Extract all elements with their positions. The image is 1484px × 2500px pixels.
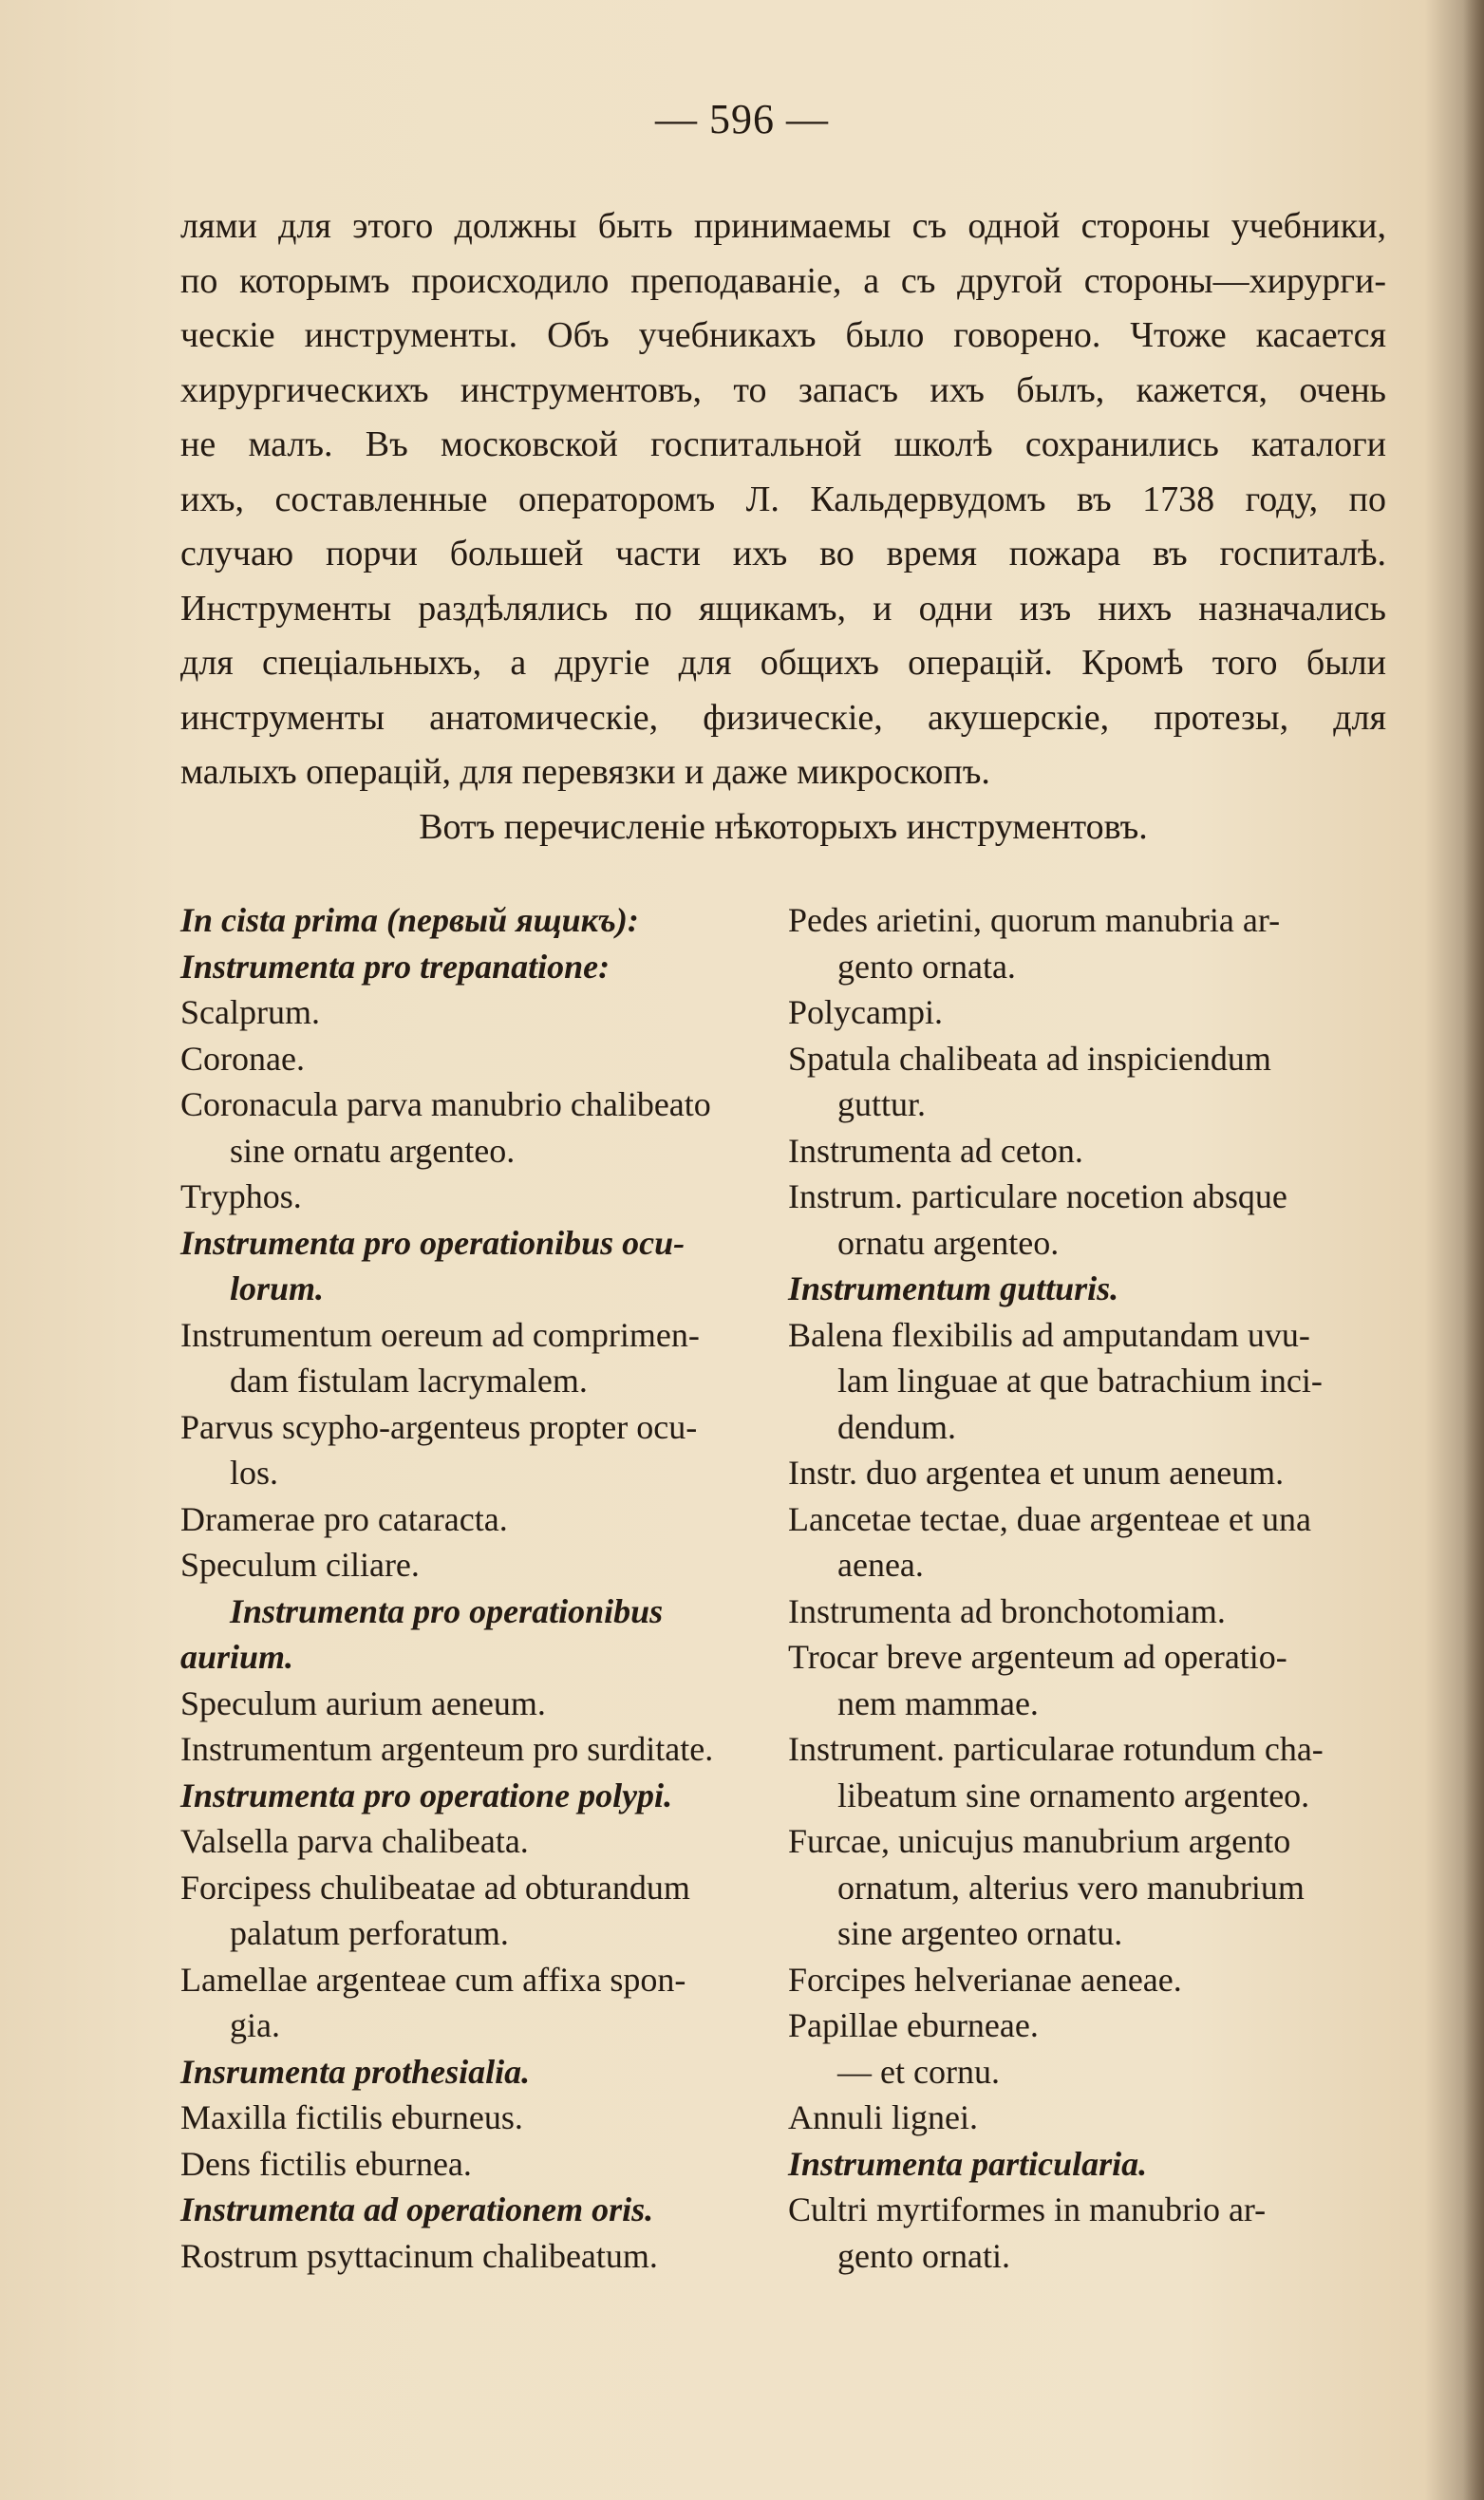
text-line: ческiе инструменты. Объ учебникахъ было говорено. Чтоже касается: [180, 315, 1386, 355]
text-line: хирургическихъ инструментовъ, то запасъ ихъ былъ, кажется, очень: [180, 369, 1386, 410]
list-entry: Cultri myrtiformes in manubrio ar-: [788, 2190, 1267, 2228]
list-entry: Instrumenta pro operatione polypi.: [180, 1776, 673, 1814]
list-entry: Instrumentum gutturis.: [788, 1269, 1119, 1307]
text-line: не малъ. Въ московской госпитальной школѣ сохранились каталоги: [180, 424, 1386, 464]
list-entry: Instrumenta pro operationibus ocu-: [180, 1223, 686, 1262]
list-entry: los.: [230, 1454, 279, 1492]
list-entry: Dens fictilis eburnea.: [180, 2144, 472, 2183]
text-line: инструменты анатомическiе, физическiе, акушерскiе, протезы, для: [180, 697, 1386, 738]
list-entry: Coronae.: [180, 1039, 305, 1078]
instrument-list-left: [180, 897, 788, 2279]
list-entry: Instrum. particulare nocetion absque: [788, 1177, 1287, 1215]
list-entry: sine argenteo ornatu.: [837, 1914, 1123, 1952]
list-entry: Instrumentum argenteum pro surditate.: [180, 1730, 714, 1768]
list-entry: Spatula chalibeata ad inspiciendum: [788, 1039, 1271, 1078]
text-line: Инструменты раздѣлялись по ящикамъ, и одни изъ нихъ назначались: [180, 588, 1386, 629]
list-entry: Instrumenta ad operationem oris.: [180, 2190, 654, 2228]
text-line: малыхъ операцiй, для перевязки и даже микроскопъ.: [180, 752, 990, 792]
list-entry: gento ornati.: [837, 2236, 1010, 2275]
list-entry: aurium.: [180, 1638, 294, 1676]
list-entry: gia.: [230, 2006, 280, 2044]
list-entry: palatum perforatum.: [230, 1914, 509, 1952]
list-entry: Dramerae pro cataracta.: [180, 1499, 508, 1538]
list-entry: aenea.: [837, 1546, 924, 1584]
text-line: ихъ, составленные операторомъ Л. Кальдервудомъ въ 1738 году, по: [180, 479, 1386, 519]
page-number: — 596 —: [655, 96, 829, 142]
list-entry: Papillae eburneae.: [788, 2006, 1039, 2044]
list-entry: Parvus scypho-argenteus propter ocu-: [180, 1407, 698, 1446]
list-entry: Tryphos.: [180, 1177, 302, 1215]
list-entry: Scalprum.: [180, 993, 320, 1031]
list-entry: In cista prima (первый ящикъ):: [180, 901, 639, 939]
list-entry: Insrumenta prothesialia.: [180, 2052, 531, 2091]
list-entry: Furcae, unicujus manubrium argento: [788, 1822, 1291, 1860]
list-entry: Maxilla fictilis eburneus.: [180, 2098, 523, 2136]
list-entry: Instrumentum oereum ad comprimen-: [180, 1315, 700, 1354]
list-entry: nem mammae.: [837, 1683, 1039, 1722]
list-entry: Trocar breve argenteum ad operatio-: [788, 1638, 1287, 1676]
list-entry: Lamellae argenteae cum affixa spon-: [180, 1960, 686, 1999]
list-entry: gento ornata.: [837, 947, 1016, 986]
list-entry: Instrument. particularae rotundum cha-: [788, 1730, 1324, 1768]
list-entry: Instrumenta particularia.: [788, 2144, 1148, 2183]
list-entry: lorum.: [230, 1269, 325, 1307]
list-entry: Instr. duo argentea et unum aeneum.: [788, 1454, 1285, 1492]
list-entry: Rostrum psyttacinum chalibeatum.: [180, 2236, 658, 2275]
intro-paragraph: [180, 199, 1386, 855]
text-line: лями для этого должны быть принимаемы съ одной стороны учебники,: [180, 206, 1386, 246]
list-entry: Valsella parva chalibeata.: [180, 1822, 529, 1860]
text-line: по которымъ происходило преподаванiе, а съ другой стороны—хирурги-: [180, 260, 1386, 301]
list-entry: Annuli lignei.: [788, 2098, 978, 2136]
instrument-list-right: [788, 897, 1405, 2279]
list-entry: Instrumenta pro operationibus: [230, 1591, 664, 1630]
list-entry: ornatum, alterius vero manubrium: [837, 1868, 1305, 1907]
list-entry: dendum.: [837, 1407, 956, 1446]
list-entry: Pedes arietini, quorum manubria ar-: [788, 901, 1281, 939]
list-intro-line: Вотъ перечисленiе нѣкоторыхъ инструментовъ.: [419, 806, 1148, 847]
text-line: случаю порчи большей части ихъ во время пожара въ госпиталѣ.: [180, 534, 1386, 573]
list-entry: ornatu argenteo.: [837, 1223, 1060, 1262]
list-entry: Speculum aurium aeneum.: [180, 1683, 546, 1722]
text-line: для спецiальныхъ, а другiе для общихъ операцiй. Кромѣ того были: [180, 643, 1386, 683]
list-entry: sine ornatu argenteo.: [230, 1131, 516, 1170]
list-entry: Balena flexibilis ad amputandam uvu-: [788, 1315, 1310, 1354]
list-entry: Polycampi.: [788, 993, 943, 1031]
list-entry: libeatum sine ornamento argenteo.: [837, 1776, 1310, 1814]
list-entry: Forcipes helverianae aeneae.: [788, 1960, 1182, 1999]
list-entry: Forcipess chulibeatae ad obturandum: [180, 1868, 690, 1907]
list-entry: guttur.: [837, 1085, 927, 1123]
list-entry: Instrumenta ad bronchotomiam.: [788, 1591, 1226, 1630]
list-entry: Instrumenta ad ceton.: [788, 1131, 1083, 1170]
list-entry: Lancetae tectae, duae argenteae et una: [788, 1499, 1311, 1538]
page-edge-shadow: [1463, 0, 1484, 2500]
list-entry: — et cornu.: [837, 2052, 1000, 2091]
list-entry: Speculum ciliare.: [180, 1546, 420, 1584]
list-entry: Instrumenta pro trepanatione:: [180, 947, 611, 986]
list-entry: dam fistulam lacrymalem.: [230, 1362, 588, 1400]
list-entry: Coronacula parva manubrio chalibeato: [180, 1085, 711, 1123]
list-entry: lam linguae at que batrachium inci-: [837, 1362, 1323, 1400]
